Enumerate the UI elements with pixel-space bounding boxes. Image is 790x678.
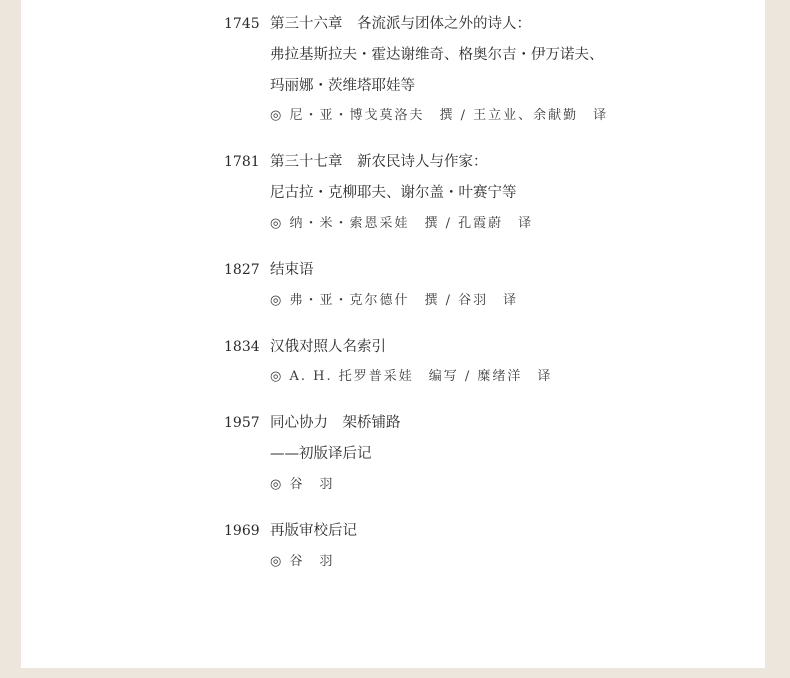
entry-credit: ◎ A. H. 托罗普采娃 编写 / 糜绪洋 译 [270, 369, 553, 384]
document-page [21, 0, 765, 668]
entry-title-line: 玛丽娜・茨维塔耶娃等 [270, 78, 415, 94]
entry-title: 结束语 [270, 262, 314, 278]
page-number: 1834 [224, 339, 260, 355]
entry-credit: ◎ 纳・米・索恩采娃 撰 / 孔霞蔚 译 [270, 216, 534, 231]
entry-title-line: ——初版译后记 [270, 446, 372, 462]
entry-title-line: 尼古拉・克柳耶夫、谢尔盖・叶赛宁等 [270, 185, 517, 201]
entry-credit: ◎ 谷 羽 [270, 554, 335, 569]
page-number: 1969 [224, 523, 260, 539]
page-number: 1827 [224, 262, 260, 278]
entry-title: 汉俄对照人名索引 [270, 339, 386, 355]
entry-title-line: 弗拉基斯拉夫・霍达谢维奇、格奥尔吉・伊万诺夫、 [270, 47, 604, 63]
entry-credit: ◎ 谷 羽 [270, 477, 335, 492]
entry-title: 第三十七章 新农民诗人与作家： [270, 154, 488, 170]
entry-credit: ◎ 弗・亚・克尔德什 撰 / 谷羽 译 [270, 293, 519, 308]
page-number: 1745 [224, 16, 260, 32]
page-number: 1957 [224, 415, 260, 431]
page-number: 1781 [224, 154, 260, 170]
entry-title: 同心协力 架桥铺路 [270, 415, 401, 431]
entry-title: 第三十六章 各流派与团体之外的诗人： [270, 16, 531, 32]
entry-credit: ◎ 尼・亚・博戈莫洛夫 撰 / 王立业、余献勤 译 [270, 108, 609, 123]
entry-title: 再版审校后记 [270, 523, 357, 539]
